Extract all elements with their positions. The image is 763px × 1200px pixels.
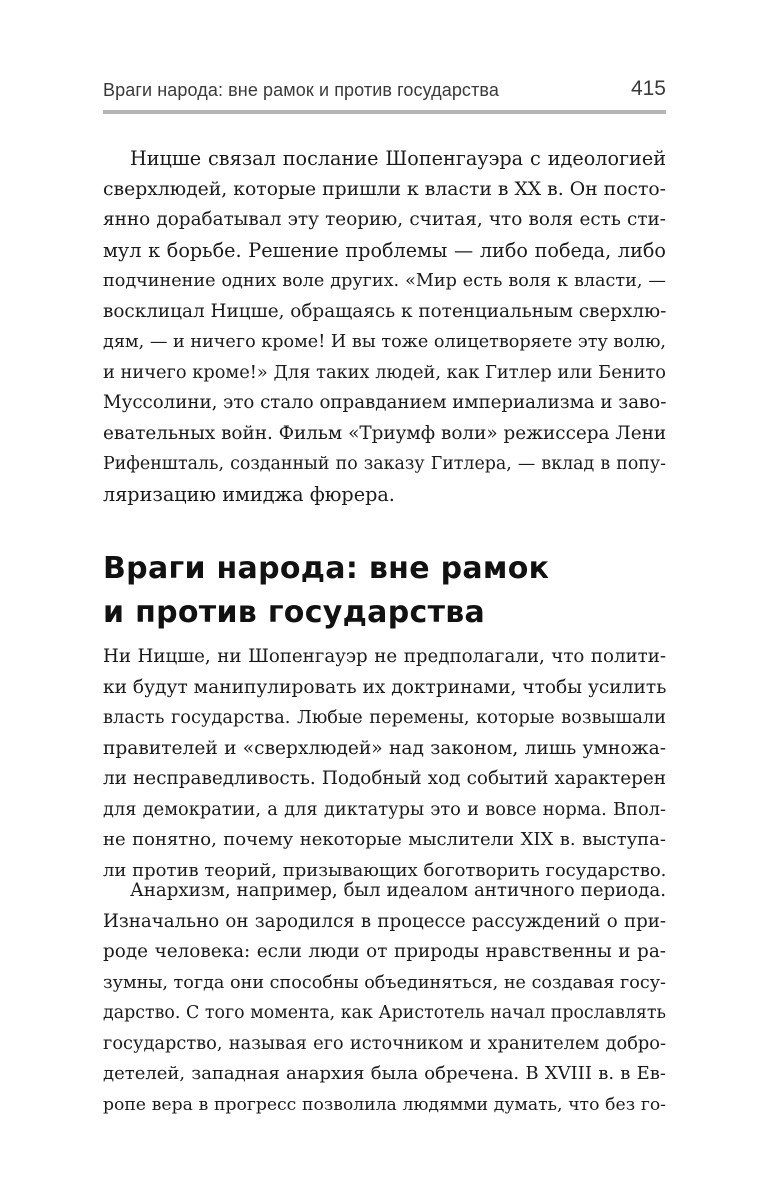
text-line: Анархизм, например, был идеалом античного периода.: [130, 880, 666, 901]
text-line: зумны, тогда они способны объединяться, не создавая госу-: [103, 972, 666, 993]
text-line: Рифеншталь, созданный по заказу Гитлера, — вклад в попу-: [103, 454, 666, 474]
running-title: Враги народа: вне рамок и против государства: [103, 80, 499, 100]
text-line: ли несправедливость. Подобный ход событий характерен: [103, 768, 666, 789]
text-line: государство, называя его источником и хранителем добро-: [103, 1032, 666, 1054]
text-line: детелей, западная анархия была обречена. В XVIII в. в Ев-: [103, 1063, 666, 1084]
text-line: мул к борьбе. Решение проблемы — либо победа, либо: [103, 238, 666, 262]
text-line: не понятно, почему некоторые мыслители XIX в. выступа-: [103, 829, 666, 850]
text-line: сверхлюдей, которые пришли к власти в XX в. Он посто-: [103, 178, 666, 200]
text-line: янно дорабатывал эту теорию, считая, что воля есть сти-: [103, 209, 666, 230]
text-line: ки будут манипулировать их доктринами, чтобы усилить: [103, 676, 667, 698]
text-line: Изначально он зародился в процессе рассуждений о при-: [103, 910, 666, 932]
page-number: 415: [630, 77, 666, 100]
header-divider: [103, 110, 666, 114]
paragraph-nietzsche-will: [103, 144, 666, 510]
text-line: ропе вера в прогресс позволила людямми думать, что без го-: [103, 1094, 666, 1115]
section-heading: [103, 547, 666, 635]
text-line: восклицал Ницше, обращаясь к потенциальным сверхлю-: [103, 300, 667, 322]
text-line: для демократии, а для диктатуры это и вовсе норма. Впол-: [103, 798, 666, 820]
paragraph-anarchism: [103, 876, 666, 1120]
paragraph-state-power: [103, 642, 666, 886]
text-line: ляризацию имиджа фюрера.: [103, 482, 395, 506]
section-heading-line: и против государства: [103, 595, 486, 630]
running-header: [103, 76, 666, 108]
text-line: Ни Ницше, ни Шопенгауэр не предполагали, что полити-: [103, 646, 666, 667]
text-line: евательных войн. Фильм «Триумф воли» режиссера Лени: [103, 422, 667, 444]
text-line: дям, — и ничего кроме! И вы тоже олицетворяете эту волю,: [103, 332, 666, 352]
text-line: и ничего кроме!» Для таких людей, как Гитлер или Бенито: [103, 361, 666, 383]
section-heading-line: Враги народа: вне рамок: [103, 551, 550, 586]
text-line: роде человека: если люди от природы нравственны и ра-: [103, 941, 666, 962]
text-line: дарство. С того момента, как Аристотель начал прославлять: [103, 1003, 666, 1023]
text-line: Ницше связал послание Шопенгауэра с идеологией: [130, 147, 666, 170]
text-line: Муссолини, это стало оправданием империализма и заво-: [103, 392, 667, 413]
text-line: ли против теорий, призывающих боготворить государство.: [103, 859, 667, 881]
text-line: власть государства. Любые перемены, которые возвышали: [103, 707, 666, 728]
text-line: подчинение одних воле других. «Мир есть воля к власти, —: [103, 271, 666, 291]
text-line: правителей и «сверхлюдей» над законом, лишь умножа-: [103, 737, 666, 759]
